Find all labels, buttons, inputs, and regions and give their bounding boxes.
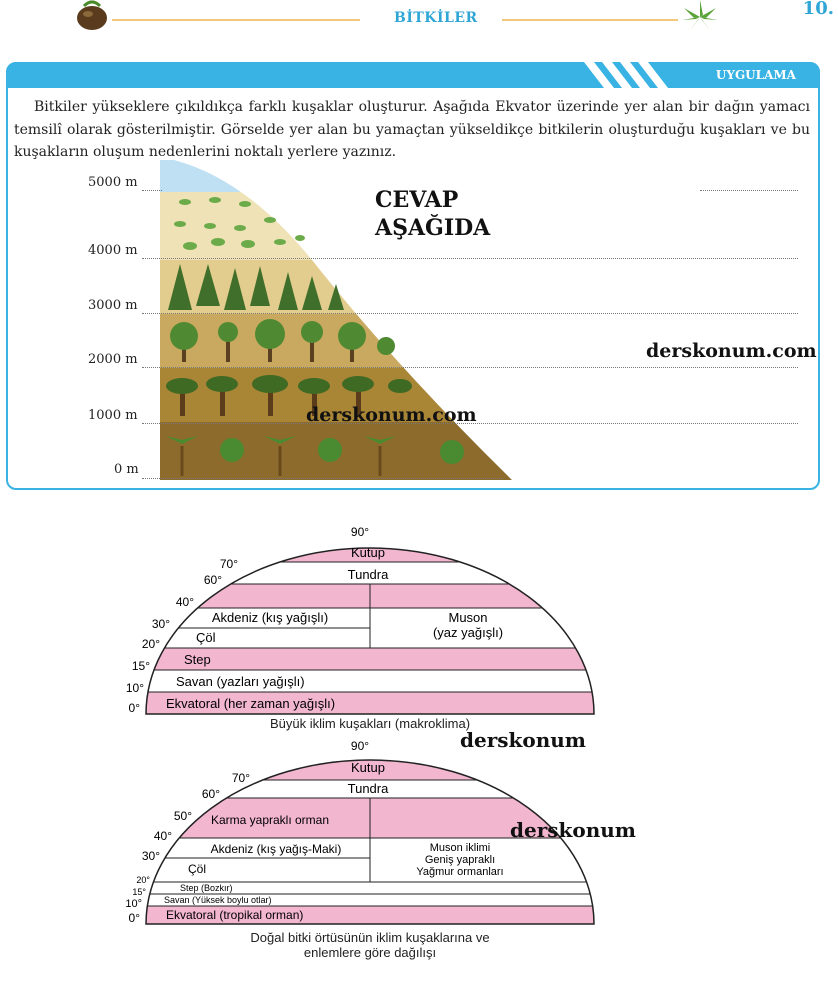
activity-label: UYGULAMA bbox=[715, 68, 796, 82]
altitude-5000: 5000 m bbox=[88, 175, 138, 190]
veg-lat-50: 50° bbox=[173, 809, 192, 823]
altitude-0: 0 m bbox=[114, 462, 139, 477]
answer-line1: CEVAP bbox=[375, 187, 459, 213]
activity-banner bbox=[6, 62, 820, 88]
watermark-right: derskonum.com bbox=[646, 340, 817, 362]
lat-0: 0° bbox=[128, 701, 140, 715]
header-rule-left bbox=[112, 19, 360, 21]
altitude-line-4000 bbox=[142, 258, 798, 259]
lat-90: 90° bbox=[350, 525, 370, 539]
lat-60: 60° bbox=[203, 573, 222, 587]
answer-note bbox=[375, 186, 490, 242]
altitude-1000: 1000 m bbox=[88, 408, 138, 423]
veg-lat-0: 0° bbox=[128, 911, 140, 925]
zone-ılıman-okyanus bbox=[110, 584, 370, 608]
answer-line2: AŞAĞIDA bbox=[375, 215, 491, 241]
label-tundra: Tundra bbox=[347, 567, 389, 582]
chapter-title: BİTKİLER bbox=[394, 10, 478, 26]
lat-70: 70° bbox=[219, 557, 238, 571]
lat-20: 20° bbox=[141, 637, 160, 651]
veg-label-akdeniz: Akdeniz (kış yağış-Maki) bbox=[210, 842, 342, 856]
vegetation-caption bbox=[190, 930, 550, 960]
label-step: Step bbox=[184, 652, 211, 667]
veg-label-col: Çöl bbox=[188, 862, 207, 876]
macro-climate-diagram bbox=[110, 524, 610, 716]
label-ekvatoral: Ekvatoral (her zaman yağışlı) bbox=[166, 696, 336, 711]
altitude-2000: 2000 m bbox=[88, 352, 138, 367]
label-muson-1: Muson bbox=[448, 610, 488, 625]
altitude-line-5000 bbox=[142, 190, 162, 191]
lat-10: 10° bbox=[125, 681, 144, 695]
vegetation-caption-line1: Doğal bitki örtüsünün iklim kuşaklarına ve bbox=[250, 930, 490, 945]
macro-caption: Büyük iklim kuşakları (makroklima) bbox=[269, 716, 471, 731]
veg-label-muson-2: Geniş yapraklı bbox=[424, 854, 496, 866]
label-col: Çöl bbox=[196, 630, 216, 645]
label-kutup: Kutup bbox=[351, 545, 385, 560]
label-muson-2: (yaz yağışlı) bbox=[432, 625, 504, 640]
label-savan: Savan (yazları yağışlı) bbox=[176, 674, 305, 689]
watermark-vegetation: derskonum bbox=[510, 818, 636, 842]
veg-lat-60: 60° bbox=[201, 787, 220, 801]
veg-label-savan: Savan (Yüksek boylu otlar) bbox=[164, 895, 272, 905]
zone-ılıman-karasal bbox=[370, 584, 610, 608]
watermark-mid: derskonum.com bbox=[306, 404, 477, 426]
lat-30: 30° bbox=[151, 617, 170, 631]
altitude-line-0 bbox=[142, 478, 502, 479]
veg-lat-40: 40° bbox=[153, 829, 172, 843]
veg-lat-30: 30° bbox=[141, 849, 160, 863]
altitude-line-3000 bbox=[142, 313, 798, 314]
veg-label-kutup: Kutup bbox=[351, 760, 385, 775]
altitude-line-2000 bbox=[142, 367, 798, 368]
header-pot-icon bbox=[74, 0, 110, 32]
header-plant-icon bbox=[680, 0, 720, 34]
lat-40: 40° bbox=[175, 595, 194, 609]
vegetation-caption-line2: enlemlere göre dağılışı bbox=[303, 945, 437, 960]
header-rule-right bbox=[502, 19, 678, 21]
veg-label-muson-3: Yağmur ormanları bbox=[416, 866, 504, 878]
watermark-macro: derskonum bbox=[460, 728, 586, 752]
label-akdeniz: Akdeniz (kış yağışlı) bbox=[211, 610, 329, 625]
veg-lat-20: 20° bbox=[136, 875, 150, 885]
veg-label-karma: Karma yapraklı orman bbox=[210, 813, 330, 827]
veg-lat-70: 70° bbox=[231, 771, 250, 785]
veg-label-step: Step (Bozkır) bbox=[180, 883, 233, 893]
lat-15: 15° bbox=[131, 659, 150, 673]
answer-line-1 bbox=[700, 190, 798, 191]
veg-lat-15: 15° bbox=[132, 887, 146, 897]
veg-lat-90: 90° bbox=[350, 739, 370, 753]
altitude-4000: 4000 m bbox=[88, 243, 138, 258]
page-number: 10. bbox=[802, 0, 834, 19]
altitude-3000: 3000 m bbox=[88, 298, 138, 313]
banner-stripes-icon bbox=[574, 62, 694, 88]
veg-label-muson-1: Muson iklimi bbox=[429, 842, 491, 854]
activity-question: Bitkiler yükseklere çıkıldıkça farklı kuşaklar oluşturur. Aşağıda Ekvator üzerinde yer alan bir dağın yamacı temsilî olarak gösterilmiştir. Görselde yer alan bu yamaçtan yükseldikçe bitkilerin oluşturduğu kuşakları ve bu kuşakların oluşum nedenlerini noktalı yerlere yazınız. bbox=[14, 99, 810, 160]
veg-label-tundra: Tundra bbox=[347, 781, 389, 796]
veg-label-ekvatoral: Ekvatoral (tropikal orman) bbox=[166, 908, 304, 922]
veg-lat-10: 10° bbox=[125, 898, 142, 910]
